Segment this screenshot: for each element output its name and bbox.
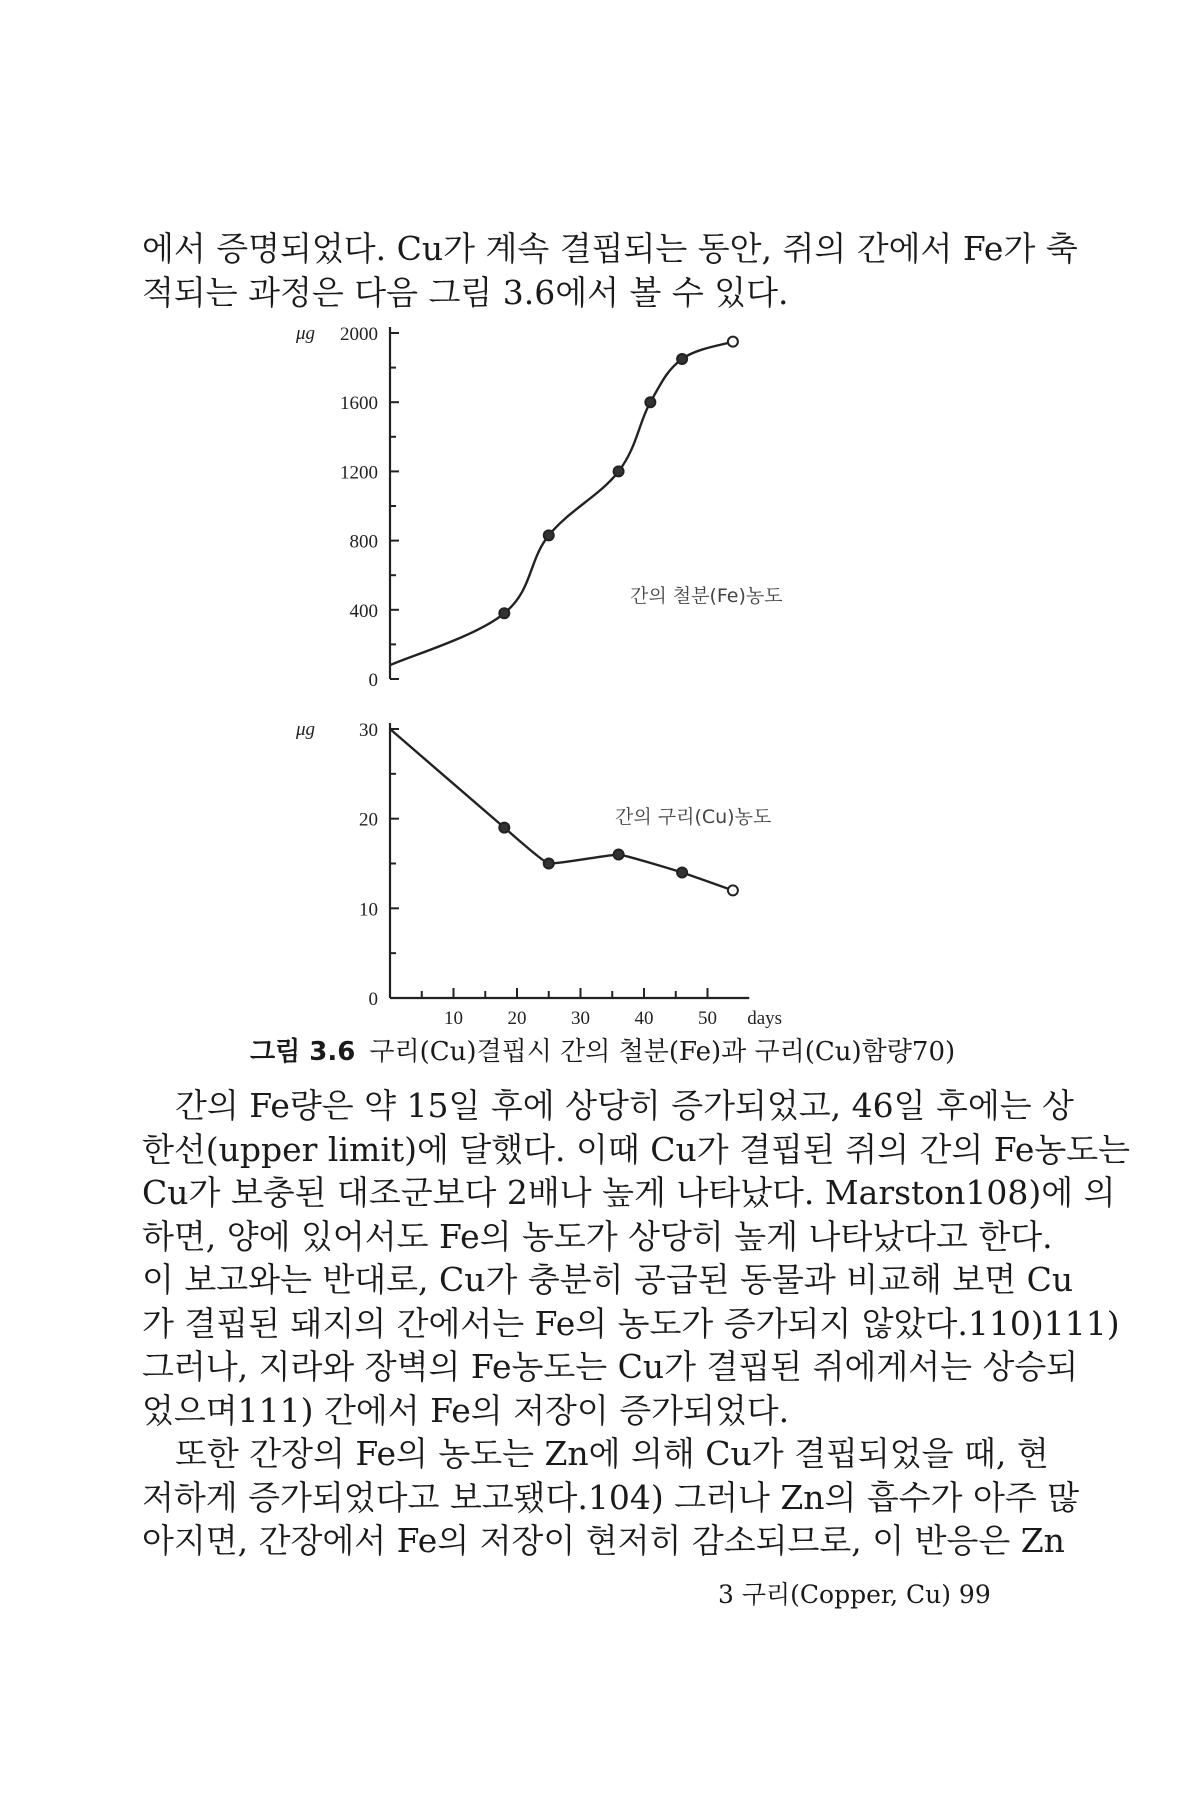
cu-y-tick-label: 20 bbox=[359, 809, 378, 831]
fe-series-line bbox=[390, 342, 733, 666]
fe-data-point bbox=[728, 337, 738, 347]
text-line: Cu가 보충된 대조군보다 2배나 높게 나타났다. Marston108)에 의 bbox=[142, 1173, 1116, 1212]
text-line: 었으며111) 간에서 Fe의 저장이 증가되었다. bbox=[142, 1390, 790, 1430]
fe-data-point bbox=[614, 466, 624, 476]
cu-y-tick-label: 10 bbox=[359, 899, 378, 921]
cu-x-tick-label: 50 bbox=[698, 1008, 717, 1029]
figure-caption bbox=[250, 1031, 955, 1068]
fe-y-tick-label: 800 bbox=[349, 531, 378, 553]
text-line: 저하게 증가되었다고 보고됐다.104) 그러나 Zn의 흡수가 아주 많 bbox=[142, 1477, 1080, 1517]
fe-data-point bbox=[544, 530, 554, 540]
fe-data-point bbox=[499, 608, 509, 618]
cu-x-tick-label: 40 bbox=[634, 1008, 654, 1029]
fe-y-tick-label: 400 bbox=[349, 600, 378, 622]
fe-chart bbox=[295, 323, 783, 691]
fe-y-tick-label: 1200 bbox=[340, 462, 378, 484]
figure-number: 그림 3.6 bbox=[250, 1037, 356, 1067]
cu-series-label: 간의 구리(Cu)농도 bbox=[615, 806, 772, 828]
text-line: 하면, 양에 있어서도 Fe의 농도가 상당히 높게 나타났다고 한다. bbox=[142, 1216, 1053, 1256]
cu-data-point bbox=[728, 885, 738, 895]
body-paragraph-2 bbox=[142, 1432, 1080, 1563]
text-line: 가 결핍된 돼지의 간에서는 Fe의 농도가 증가되지 않았다.110)111) bbox=[142, 1303, 1120, 1343]
page-footer: 3 구리(Copper, Cu) 99 bbox=[718, 1580, 991, 1609]
cu-data-point bbox=[614, 850, 624, 860]
text-line: 적되는 과정은 다음 그림 3.6에서 볼 수 있다. bbox=[142, 272, 789, 312]
body-paragraph-1 bbox=[142, 1084, 1130, 1432]
fe-y-tick-label: 0 bbox=[368, 670, 378, 691]
cu-y-unit: μg bbox=[296, 719, 316, 740]
text-line: 그러나, 지라와 장벽의 Fe농도는 Cu가 결핍된 쥐에게서는 상승되 bbox=[142, 1347, 1079, 1386]
fe-y-unit: μg bbox=[296, 323, 316, 344]
cu-y-tick-label: 0 bbox=[368, 989, 378, 1010]
cu-data-point bbox=[499, 823, 509, 833]
text-line: 한선(upper limit)에 달했다. 이때 Cu가 결핍된 쥐의 간의 Fe농도는 bbox=[142, 1129, 1130, 1169]
cu-x-tick-label: 10 bbox=[444, 1008, 463, 1029]
figure-caption-text: 구리(Cu)결핍시 간의 철분(Fe)과 구리(Cu)함량70) bbox=[369, 1037, 956, 1067]
fe-data-point bbox=[645, 397, 655, 407]
cu-x-tick-label: 30 bbox=[571, 1008, 590, 1029]
fe-data-point bbox=[677, 354, 687, 364]
cu-data-point bbox=[544, 859, 554, 869]
cu-y-tick-label: 30 bbox=[359, 720, 378, 741]
fe-series-label: 간의 철분(Fe)농도 bbox=[630, 585, 783, 607]
cu-x-label: days bbox=[747, 1008, 783, 1029]
cu-chart bbox=[295, 719, 782, 1029]
fe-y-tick-label: 2000 bbox=[340, 324, 378, 345]
text-line: 에서 증명되었다. Cu가 계속 결핍되는 동안, 쥐의 간에서 Fe가 축 bbox=[142, 229, 1078, 268]
cu-x-tick-label: 20 bbox=[507, 1008, 527, 1029]
text-line: 또한 간장의 Fe의 농도는 Zn에 의해 Cu가 결핍되었을 때, 현 bbox=[175, 1434, 1049, 1473]
fe-y-tick-label: 1600 bbox=[340, 393, 378, 415]
text-line: 간의 Fe량은 약 15일 후에 상당히 증가되었고, 46일 후에는 상 bbox=[175, 1086, 1074, 1125]
cu-data-point bbox=[677, 867, 687, 877]
text-line: 아지면, 간장에서 Fe의 저장이 현저히 감소되므로, 이 반응은 Zn bbox=[142, 1521, 1065, 1560]
text-line: 이 보고와는 반대로, Cu가 충분히 공급된 동물과 비교해 보면 Cu bbox=[142, 1260, 1074, 1299]
